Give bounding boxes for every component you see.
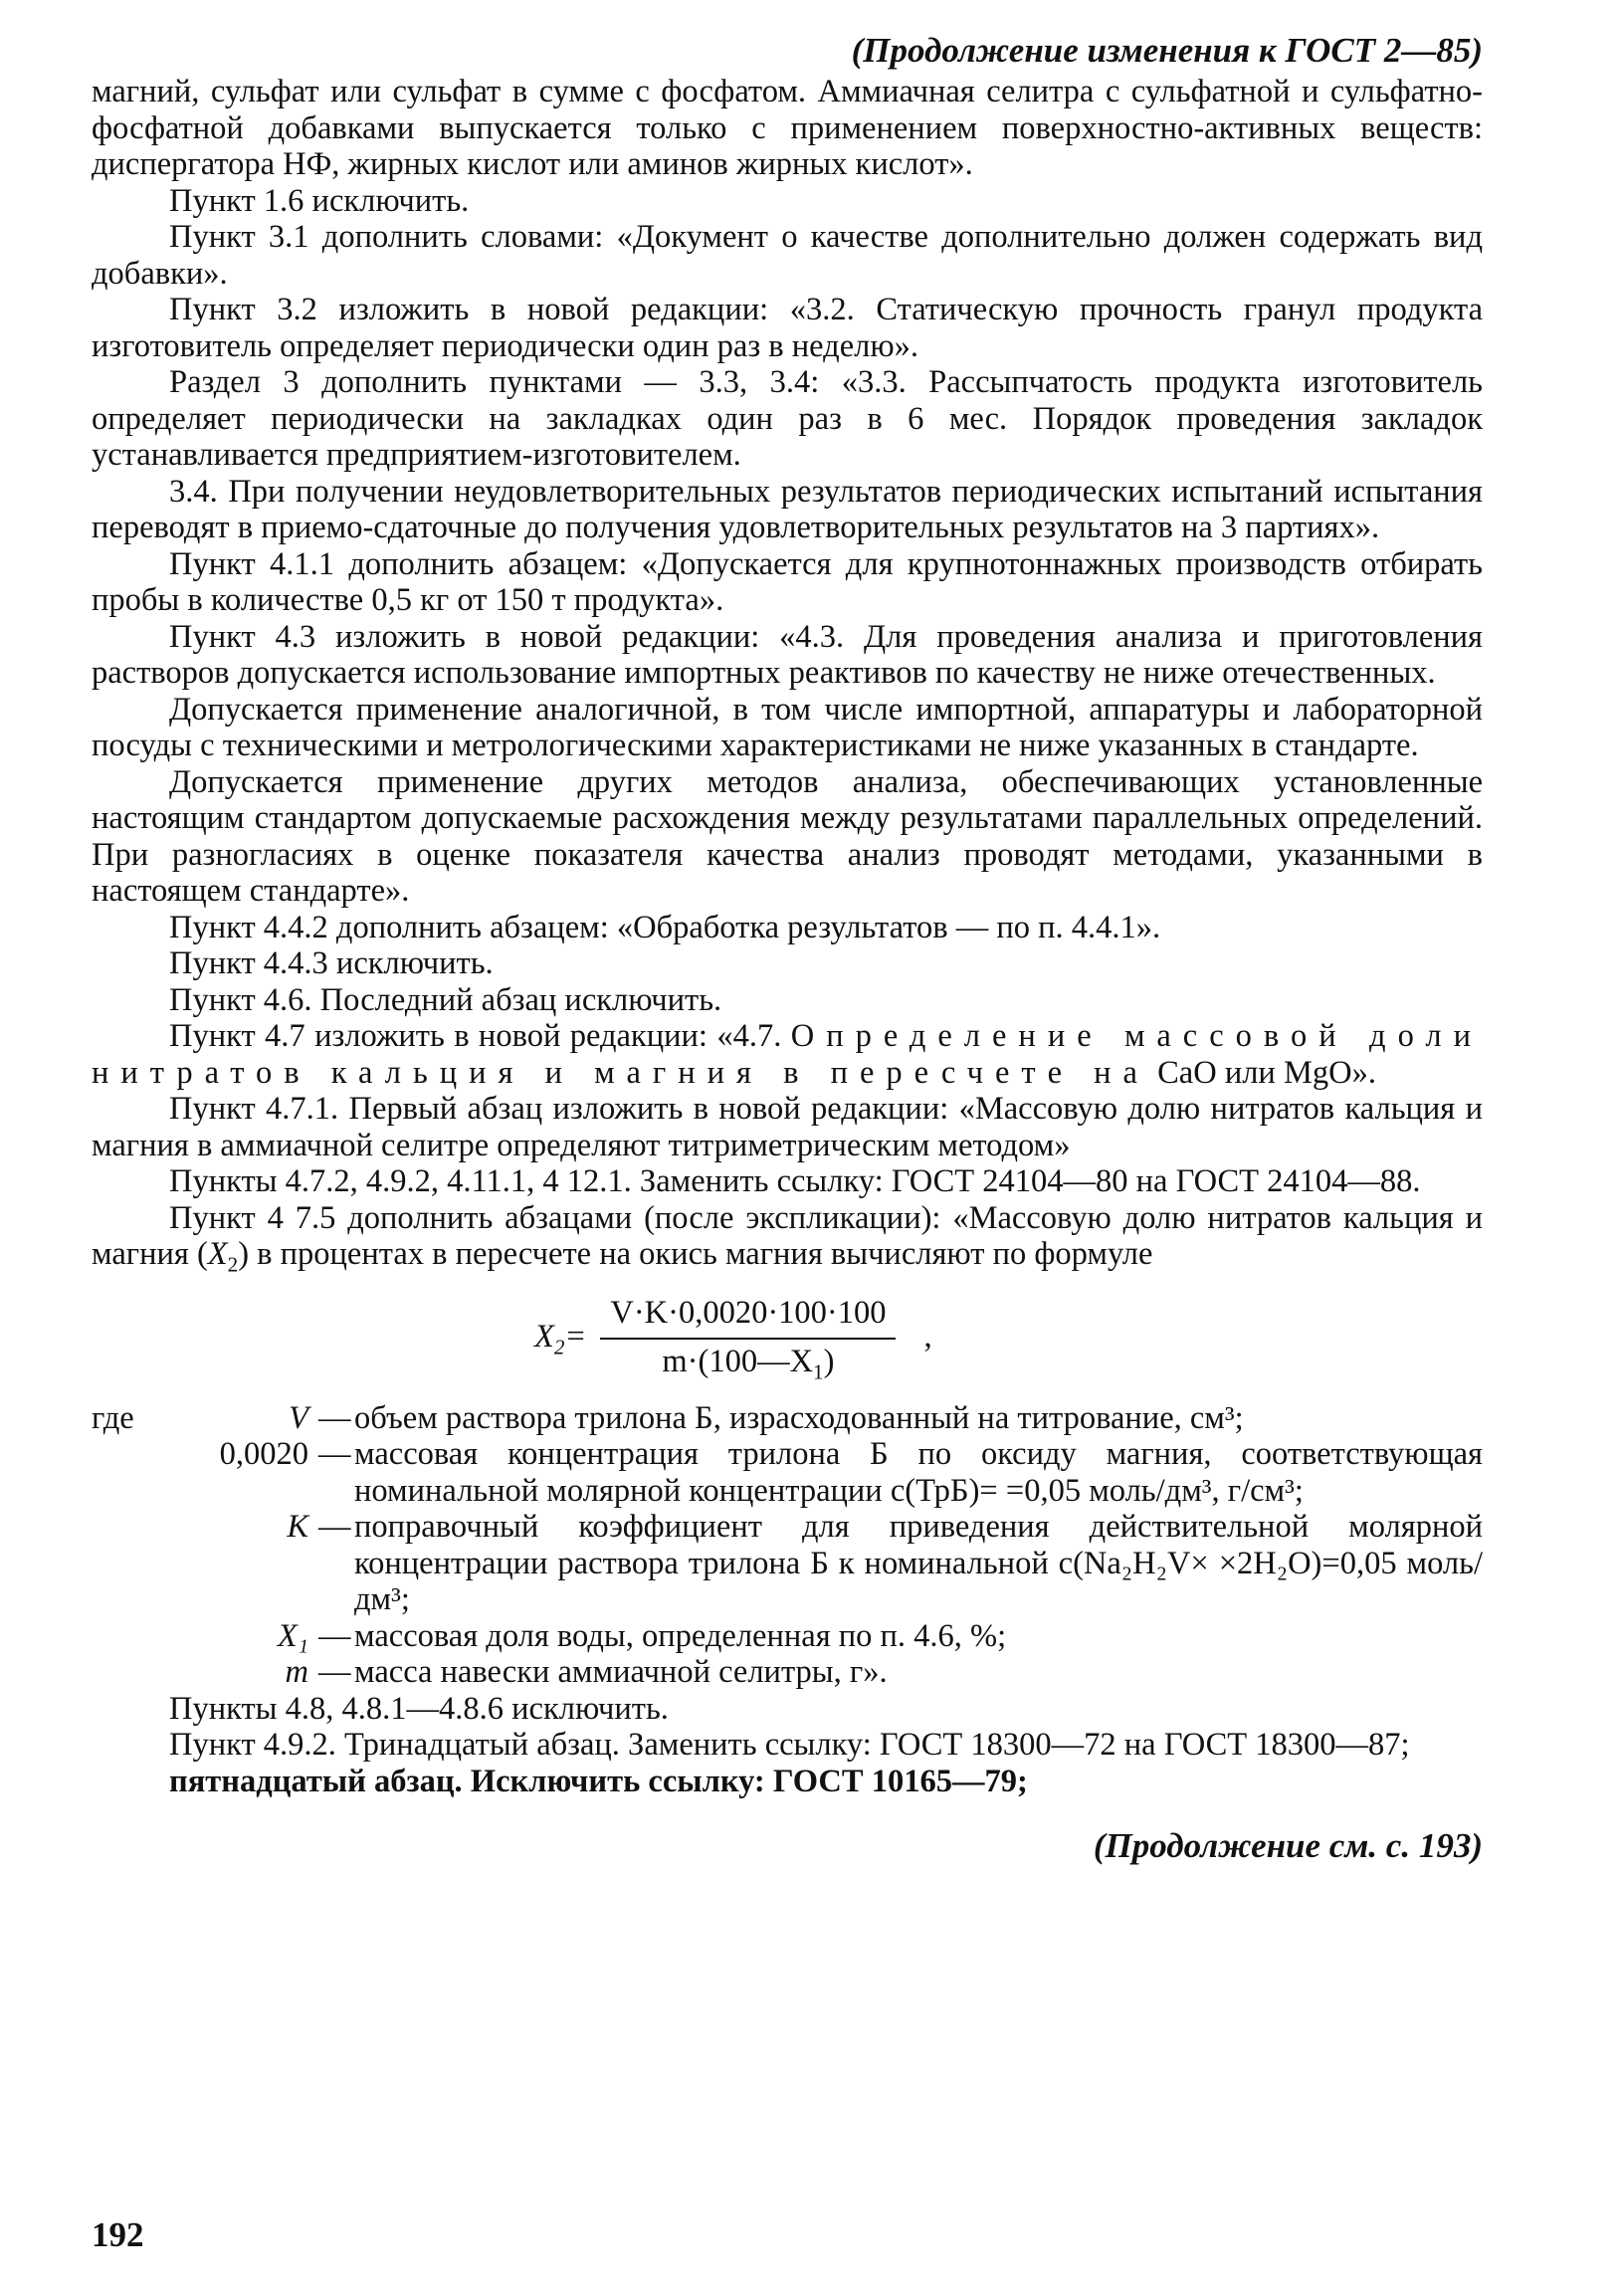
explication-row bbox=[92, 1509, 1483, 1618]
paragraph-continuation: магний, сульфат или сульфат в сумме с фосфатом. Аммиачная селитра с сульфатной и сульфатно-фосфатной добавками выпускается только с применением поверхностно-активных веществ: диспергатора НФ, жирных кислот или аминов жирных кислот». bbox=[92, 74, 1483, 182]
paragraph-items-4-7-2: Пункты 4.7.2, 4.9.2, 4.11.1, 4 12.1. Заменить ссылку: ГОСТ 24104—80 на ГОСТ 24104—88. bbox=[169, 1163, 1421, 1199]
formula-denominator bbox=[652, 1340, 844, 1383]
explication-row bbox=[92, 1436, 1483, 1509]
formula bbox=[534, 1279, 932, 1396]
formula-den-sub: 1 bbox=[813, 1359, 824, 1383]
formula-comma: , bbox=[923, 1319, 932, 1355]
formula-den-a: m·(100—X bbox=[662, 1343, 814, 1379]
p47-prefix: Пункт 4.7 изложить в новой редакции: «4.7. bbox=[169, 1018, 782, 1054]
continuation-note: (Продолжение см. с. 193) bbox=[1093, 1826, 1483, 1865]
paragraph-item-4-7 bbox=[92, 1018, 1483, 1091]
page-header: (Продолжение изменения к ГОСТ 2—85) bbox=[851, 31, 1483, 70]
formula-block bbox=[92, 1279, 1483, 1396]
p47-spaced-title: Определение массовой доли нитратов кальция и магния в пересчете на bbox=[92, 1018, 1484, 1091]
explication-text: объем раствора трилона Б, израсходованный на титрование, см³; bbox=[354, 1399, 1244, 1436]
paragraph-item-4-1-1: Пункт 4.1.1 дополнить абзацем: «Допускается для крупнотоннажных производств отбирать пробы в количестве 0,5 кг от 150 т продукта». bbox=[92, 545, 1483, 618]
explication-dash: — bbox=[318, 1509, 351, 1545]
explication-row bbox=[92, 1400, 1483, 1437]
paragraph-item-4-9-2: Пункт 4.9.2. Тринадцатый абзац. Заменить ссылку: ГОСТ 18300—72 на ГОСТ 18300—87; bbox=[169, 1727, 1410, 1763]
explication-text: масса навески аммиачной селитры, г». bbox=[354, 1654, 888, 1690]
p47-suffix: CaO или MgO». bbox=[1157, 1054, 1376, 1091]
p475-part-a: Пункт 4 7.5 дополнить абзацами (после экспликации): «Массовую долю нитратов кальция и магния ( bbox=[92, 1199, 1483, 1272]
body-text-end bbox=[92, 1691, 1483, 1800]
paragraph-section-3: Раздел 3 дополнить пунктами — 3.3, 3.4: «3.3. Рассыпчатость продукта изготовитель определяет периодически на закладках один раз в 6 мес. Порядок проведения закладок устанавливается предприятием-изготовителем. bbox=[92, 364, 1483, 473]
p475-variable-sub: 2 bbox=[227, 1252, 239, 1277]
paragraph-item-3-2: Пункт 3.2 изложить в новой редакции: «3.2. Статическую прочность гранул продукта изготовитель определяет периодически один раз в неделю». bbox=[92, 292, 1483, 364]
explication-text: поправочный коэффициент для приведения действительной молярной концентрации раствора трилона Б к номинальной c(Na₂H₂V× ×2H₂O)=0,05 моль/дм³; bbox=[354, 1509, 1483, 1617]
explication bbox=[92, 1400, 1483, 1691]
explication-row bbox=[92, 1618, 1483, 1655]
paragraph-item-3-1: Пункт 3.1 дополнить словами: «Документ о качестве дополнительно должен содержать вид добавки». bbox=[92, 219, 1483, 292]
formula-den-b: ) bbox=[823, 1343, 835, 1379]
explication-symbol: K bbox=[287, 1509, 308, 1545]
explication-dash: — bbox=[318, 1436, 351, 1472]
body-text bbox=[92, 74, 1484, 1277]
paragraph-methods: Допускается применение других методов анализа, обеспечивающих установленные настоящим стандартом допускаемые расхождения между результатами параллельных определений. При разногласиях в оценке показателя качества анализ проводят методами, указанными в настоящем стандарте». bbox=[92, 763, 1483, 909]
document-page bbox=[92, 30, 1483, 2269]
paragraph-fifteenth: пятнадцатый абзац. Исключить ссылку: ГОСТ 10165—79; bbox=[169, 1763, 1028, 1799]
paragraph-apparatus: Допускается применение аналогичной, в том числе импортной, аппаратуры и лабораторной посуды с техническими и метрологическими характеристиками не ниже указанных в стандарте. bbox=[92, 691, 1483, 763]
paragraph-item-4-4-2: Пункт 4.4.2 дополнить абзацем: «Обработка результатов — по п. 4.4.1». bbox=[169, 909, 1161, 945]
formula-fraction bbox=[600, 1294, 896, 1383]
paragraph-item-4-7-1: Пункт 4.7.1. Первый абзац изложить в новой редакции: «Массовую долю нитратов кальция и магния в аммиачной селитре определяют титриметрическим методом» bbox=[92, 1091, 1483, 1163]
explication-symbol: m bbox=[285, 1654, 308, 1690]
paragraph-item-4-6: Пункт 4.6. Последний абзац исключить. bbox=[169, 981, 722, 1018]
explication-symbol: 0,0020 bbox=[219, 1436, 308, 1472]
p475-variable: X bbox=[207, 1236, 228, 1272]
paragraph-items-4-8: Пункты 4.8, 4.8.1—4.8.6 исключить. bbox=[169, 1690, 669, 1727]
explication-dash: — bbox=[318, 1617, 351, 1654]
paragraph-item-4-7-5 bbox=[92, 1199, 1483, 1277]
formula-lhs bbox=[534, 1319, 587, 1359]
explication-dash: — bbox=[318, 1399, 351, 1436]
explication-symbol: X₁ bbox=[277, 1617, 308, 1654]
paragraph-item-4-4-3: Пункт 4.4.3 исключить. bbox=[169, 945, 494, 981]
explication-symbol: V bbox=[289, 1399, 308, 1436]
page-number: 192 bbox=[92, 2215, 144, 2254]
explication-dash: — bbox=[318, 1654, 351, 1690]
explication-text: массовая доля воды, определенная по п. 4.6, %; bbox=[354, 1617, 1007, 1654]
paragraph-item-3-4: 3.4. При получении неудовлетворительных результатов периодических испытаний испытания переводят в приемо-сдаточные до получения удовлетворительных результатов на 3 партиях». bbox=[92, 473, 1483, 545]
formula-equals: = bbox=[564, 1319, 587, 1355]
paragraph-item-1-6: Пункт 1.6 исключить. bbox=[169, 182, 470, 219]
explication-row bbox=[92, 1654, 1483, 1691]
formula-lhs-var: X bbox=[534, 1319, 554, 1355]
explication-text: массовая концентрация трилона Б по оксиду магния, соответствующая номинальной молярной концентрации c(ТрБ)= =0,05 моль/дм³, г/см³; bbox=[354, 1436, 1483, 1509]
formula-numerator: V·K·0,0020·100·100 bbox=[600, 1295, 896, 1340]
formula-lhs-sub: 2 bbox=[553, 1335, 565, 1359]
paragraph-item-4-3: Пункт 4.3 изложить в новой редакции: «4.3. Для проведения анализа и приготовления растворов допускается использование импортных реактивов по качеству не ниже отечественных. bbox=[92, 618, 1483, 691]
p475-part-b: ) в процентах в пересчете на окись магния вычисляют по формуле bbox=[238, 1236, 1153, 1272]
explication-lead: где bbox=[92, 1399, 134, 1436]
